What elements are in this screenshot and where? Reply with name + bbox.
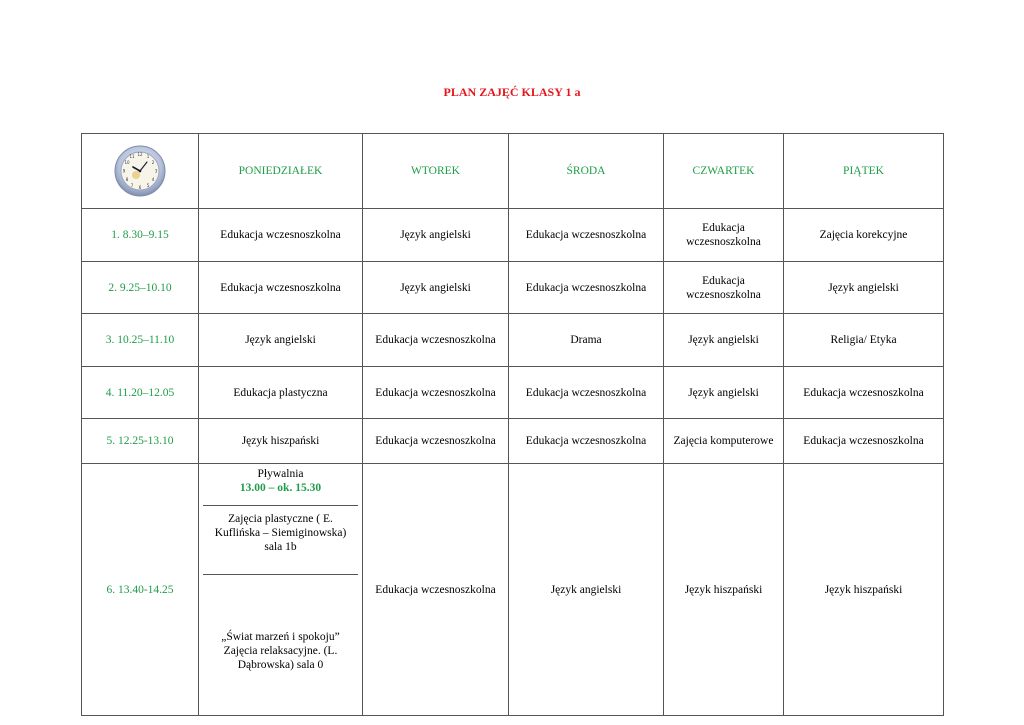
lesson-cell: Edukacja wczesnoszkolna [784,367,944,419]
lesson-cell: Język angielski [509,464,664,716]
pool-block [203,465,358,506]
lesson-cell: Język hiszpański [784,464,944,716]
day-header-friday: PIĄTEK [784,134,944,209]
time-slot: 6. 13.40-14.25 [82,464,199,716]
lesson-cell: Język hiszpański [199,419,363,464]
clock-cell [82,134,199,209]
wall-clock-icon [114,145,166,197]
relaxation-line: Zajęcia relaksacyjne. (L. [223,644,338,657]
lesson-cell: Edukacja plastyczna [199,367,363,419]
lesson-cell: Edukacja wczesnoszkolna [363,367,509,419]
relaxation-line: „Świat marzeń i spokoju” [221,630,340,643]
lesson-cell: Edukacja wczesnoszkolna [509,367,664,419]
lesson-row [82,314,944,367]
svg-text:5: 5 [146,183,150,188]
art-class-line: sala 1b [264,540,297,553]
lesson-cell: Edukacja wczesnoszkolna [199,262,363,314]
lesson-row [82,262,944,314]
art-class-block [203,506,358,575]
lesson-cell: Edukacja wczesnoszkolna [509,419,664,464]
lesson-row [82,367,944,419]
art-class-line: Zajęcia plastyczne ( E. [228,512,333,525]
day-header-monday: PONIEDZIAŁEK [199,134,363,209]
day-header-wednesday: ŚRODA [509,134,664,209]
pool-time: 13.00 – ok. 15.30 [239,481,322,494]
svg-text:9: 9 [122,168,126,174]
lesson-cell: Język hiszpański [664,464,784,716]
lesson-cell: Język angielski [784,262,944,314]
lesson-cell: Język angielski [363,262,509,314]
time-slot: 3. 10.25–11.10 [82,314,199,367]
lesson-cell: Język angielski [664,367,784,419]
header-row [82,134,944,209]
lesson-cell: Zajęcia korekcyjne [784,209,944,262]
time-slot: 5. 12.25-13.10 [82,419,199,464]
lesson-cell: Edukacja wczesnoszkolna [363,314,509,367]
lesson-cell: Religia/ Etyka [784,314,944,367]
svg-text:6: 6 [138,185,142,190]
pool-label: Pływalnia [257,467,304,480]
lesson-cell: Drama [509,314,664,367]
lesson-cell: Edukacja wczesnoszkolna [363,464,509,716]
svg-text:8: 8 [125,177,129,182]
svg-text:12: 12 [137,152,143,157]
lesson-cell: Edukacja wczesnoszkolna [509,262,664,314]
lesson-cell: Edukacja wczesnoszkolna [509,209,664,262]
lesson-cell: Edukacja wczesnoszkolna [199,209,363,262]
time-slot: 2. 9.25–10.10 [82,262,199,314]
svg-text:11: 11 [129,154,135,159]
svg-text:1: 1 [146,154,150,159]
schedule-table [81,133,944,716]
lesson-cell: Edukacja wczesnoszkolna [664,209,784,262]
day-header-thursday: CZWARTEK [664,134,784,209]
day-header-tuesday: WTOREK [363,134,509,209]
lesson-cell: Edukacja wczesnoszkolna [784,419,944,464]
lesson-cell: Język angielski [199,314,363,367]
time-slot: 1. 8.30–9.15 [82,209,199,262]
page-title: PLAN ZAJĘĆ KLASY 1 a [443,85,581,99]
svg-text:2: 2 [151,160,155,165]
lesson-cell: Język angielski [363,209,509,262]
lesson-cell: Edukacja wczesnoszkolna [664,262,784,314]
lesson-row [82,419,944,464]
monday-split-cell [199,464,363,716]
lesson-cell: Zajęcia komputerowe [664,419,784,464]
lesson-row [82,209,944,262]
svg-text:3: 3 [154,168,158,174]
lesson-cell: Edukacja wczesnoszkolna [363,419,509,464]
svg-text:4: 4 [151,177,155,182]
svg-text:7: 7 [130,183,134,188]
relaxation-class-block [203,575,358,715]
time-slot: 4. 11.20–12.05 [82,367,199,419]
lesson-row [82,464,944,716]
art-class-line: Kuflińska – Siemiginowska) [214,526,347,539]
lesson-cell: Język angielski [664,314,784,367]
relaxation-line: Dąbrowska) sala 0 [237,658,324,671]
svg-text:10: 10 [124,160,130,165]
